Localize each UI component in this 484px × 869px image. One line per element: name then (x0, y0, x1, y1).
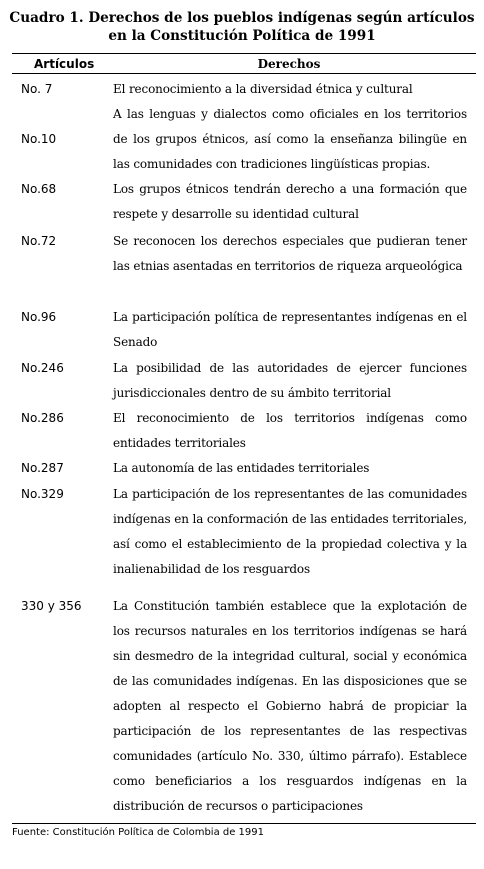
bottom-rule (12, 823, 476, 824)
articulo-cell: No.72 (21, 234, 57, 248)
articulo-cell: No. 7 (21, 82, 53, 96)
articulo-cell: No.329 (21, 487, 64, 501)
header-articulos: Artículos (34, 57, 95, 71)
articulo-cell: No.96 (21, 310, 57, 324)
derecho-cell: El reconocimiento a la diversidad étnica y cultural (113, 82, 413, 96)
derecho-cell: La Constitución también establece que la explotación de los recursos naturales en los territorios indígenas se hará sin desmedro de la integridad cultural, social y económica de las comunidades indígenas. En las disposiciones que se adopten al respecto el Gobierno habrá de propiciar la participación de los representantes de las respectivas comunidades (artículo No. 330, último párrafo). Establece como beneficiarios a los resguardos indígenas en la distribución de recursos o participaciones (113, 599, 467, 813)
table-title: Cuadro 1. Derechos de los pueblos indígenas según artículos en la Constitución Política de 1991 (9, 10, 475, 44)
articulo-cell: No.68 (21, 182, 57, 196)
derecho-cell: A las lenguas y dialectos como oficiales en los territorios de los grupos étnicos, así como la enseñanza bilingüe en las comunidades con tradiciones lingüísticas propias. (113, 107, 467, 171)
derecho-cell: La posibilidad de las autoridades de ejercer funciones jurisdiccionales dentro de su ámbito territorial (113, 361, 467, 400)
header-derechos: Derechos (257, 57, 321, 71)
derecho-cell: Se reconocen los derechos especiales que pudieran tener las etnias asentadas en territorios de riqueza arqueológica (113, 234, 467, 273)
header-rule (12, 73, 476, 74)
derecho-cell: Los grupos étnicos tendrán derecho a una formación que respete y desarrolle su identidad cultural (113, 182, 467, 221)
articulo-cell: No.10 (21, 132, 57, 146)
derecho-cell: El reconocimiento de los territorios indígenas como entidades territoriales (113, 411, 467, 450)
articulo-cell: 330 y 356 (21, 599, 82, 613)
top-rule (12, 53, 476, 54)
articulo-cell: No.287 (21, 461, 64, 475)
articulo-cell: No.286 (21, 411, 64, 425)
articulo-cell: No.246 (21, 361, 64, 375)
derecho-cell: La participación política de representantes indígenas en el Senado (113, 310, 467, 349)
source-note: Fuente: Constitución Política de Colombia de 1991 (12, 827, 265, 838)
derecho-cell: La autonomía de las entidades territoriales (113, 461, 370, 475)
derecho-cell: La participación de los representantes de las comunidades indígenas en la conformación de las entidades territoriales, así como el establecimiento de la propiedad colectiva y la inalienabilidad de los resguardos (113, 487, 467, 576)
